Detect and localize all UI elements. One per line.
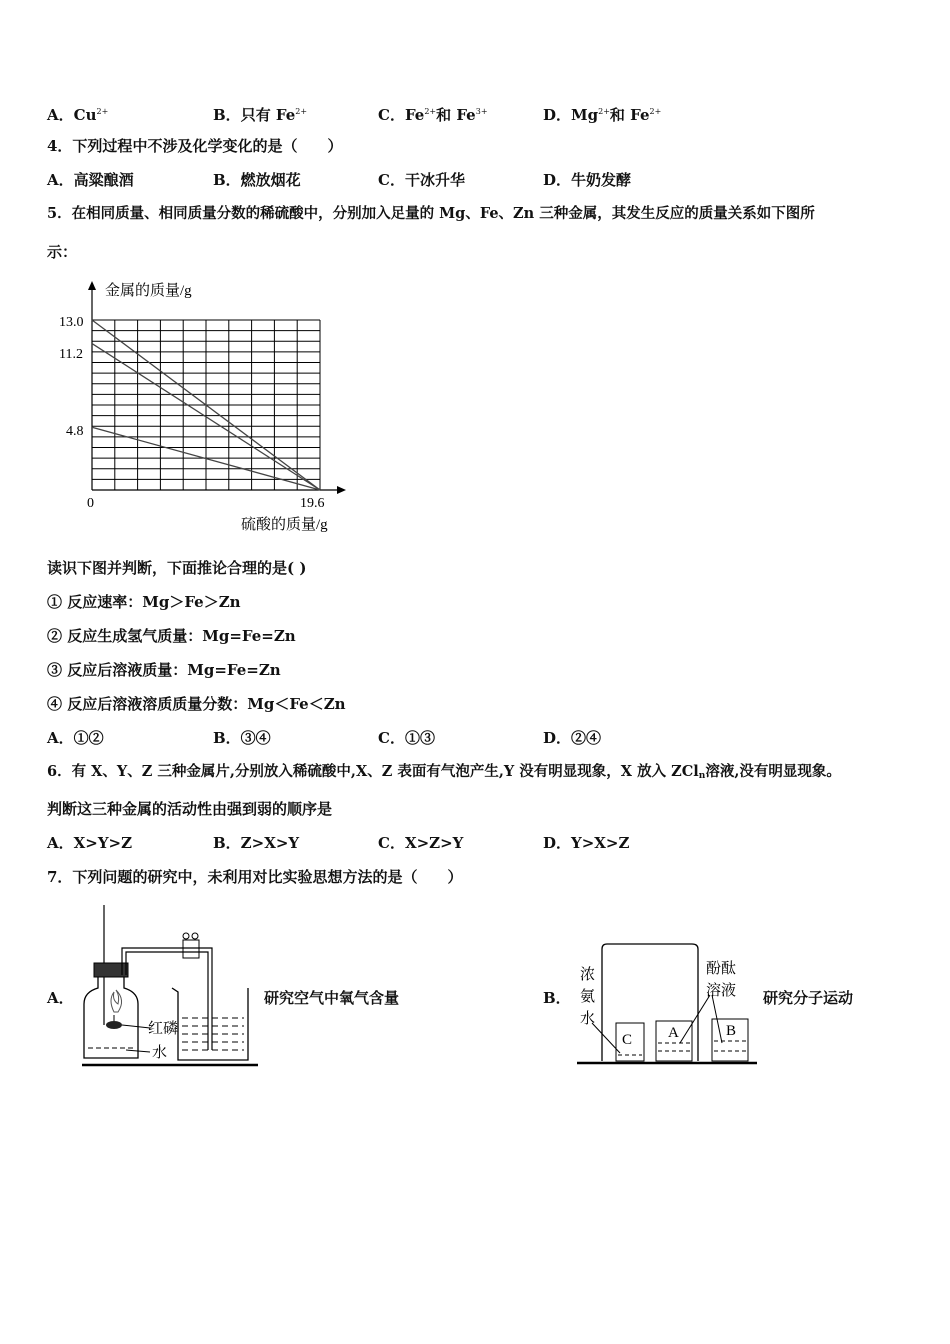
q5-prompt: 读识下图并判断，下面推论合理的是( ) — [47, 559, 307, 577]
gas-jar — [84, 977, 138, 1058]
q5-option-c: C．①③ — [378, 729, 435, 747]
q7-stem: 7．下列问题的研究中，未利用对比实验思想方法的是（ ） — [47, 868, 463, 886]
q5-stem-line1: 5．在相同质量、相同质量分数的稀硫酸中，分别加入足量的 Mg、Fe、Zn 三种金属，其发生反应的质量关系如下图所 — [47, 205, 815, 222]
q5-statement-4: ④ 反应后溶液溶质质量分数：Mg＜Fe＜Zn — [47, 695, 346, 713]
x-axis-arrow — [337, 486, 346, 494]
x-axis-label: 硫酸的质量/g — [241, 517, 328, 533]
label-ammonia-1: 浓 — [580, 965, 596, 983]
q6-option-c: C．X>Z>Y — [378, 834, 464, 852]
label-ammonia-3: 水 — [580, 1009, 596, 1027]
flame-icon — [111, 990, 122, 1012]
q4-option-a: A．高粱酿酒 — [47, 171, 134, 189]
q4-option-c: C．干冰升华 — [378, 171, 465, 189]
q6-stem-line2: 判断这三种金属的活动性由强到弱的顺序是 — [47, 800, 333, 818]
q5-statement-1: ① 反应速率：Mg＞Fe＞Zn — [47, 593, 241, 611]
oxygen-apparatus-figure — [78, 900, 263, 1075]
q6-option-a: A．X>Y>Z — [47, 834, 133, 852]
label-red-phosphorus: 红磷 — [148, 1019, 179, 1037]
beaker-a-label: A — [668, 1025, 679, 1041]
q6-option-d: D．Y>X>Z — [543, 834, 630, 852]
beaker-b-label: B — [726, 1023, 737, 1039]
q7-option-a-letter: A． — [47, 989, 74, 1007]
q5-option-b: B．③④ — [213, 729, 271, 747]
q3-option-a: A．$Cu^{2+}$ — [47, 106, 109, 124]
q5-option-d: D．②④ — [543, 729, 602, 747]
spring-clamp — [183, 940, 199, 958]
y-tick-13: 13.0 — [59, 315, 84, 330]
q7-option-a-caption: 研究空气中氧气含量 — [264, 989, 400, 1007]
beaker — [172, 988, 248, 1060]
combustion-spoon — [106, 1021, 122, 1029]
x-end-label: 19.6 — [300, 496, 325, 511]
y-tick-11-2: 11.2 — [59, 347, 83, 362]
q4-option-b: B．燃放烟花 — [213, 171, 301, 189]
molecule-motion-figure — [572, 935, 762, 1075]
q3-option-b: B．只有 $Fe^{2+}$ — [213, 106, 308, 124]
beaker-c-label: C — [622, 1032, 633, 1048]
q4-stem: 4．下列过程中不涉及化学变化的是（ ） — [47, 137, 343, 155]
y-axis-label: 金属的质量/g — [105, 283, 192, 299]
label-phenolphthalein-1: 酚酞 — [706, 959, 737, 977]
label-ammonia-2: 氨 — [580, 987, 596, 1005]
q7-option-b-caption: 研究分子运动 — [763, 989, 854, 1007]
q5-statement-3: ③ 反应后溶液质量：Mg=Fe=Zn — [47, 661, 281, 679]
stopper — [94, 963, 128, 977]
y-tick-4-8: 4.8 — [66, 424, 84, 439]
origin-label: 0 — [87, 496, 94, 511]
q7-option-b-letter: B． — [543, 989, 571, 1007]
q4-option-d: D．牛奶发酵 — [543, 171, 632, 189]
q6-stem-line1: 6．有 X、Y、Z 三种金属片,分别放入稀硫酸中,X、Z 表面有气泡产生,Y 没有明显现象，X 放入 ZCl$_n$溶液,没有明显现象。 — [47, 763, 841, 781]
label-phenolphthalein-2: 溶液 — [706, 981, 737, 999]
q6-option-b: B．Z>X>Y — [213, 834, 300, 852]
q5-statement-2: ② 反应生成氢气质量：Mg=Fe=Zn — [47, 627, 296, 645]
q3-option-c: C．$Fe^{2+}$和 $Fe^{3+}$ — [378, 106, 488, 124]
y-axis-arrow — [88, 281, 96, 290]
q5-option-a: A．①② — [47, 729, 104, 747]
q5-stem-line2: 示： — [47, 243, 78, 261]
q5-chart — [55, 275, 355, 540]
label-water: 水 — [152, 1043, 168, 1061]
q3-option-d: D．$Mg^{2+}$和 $Fe^{2+}$ — [543, 106, 662, 124]
